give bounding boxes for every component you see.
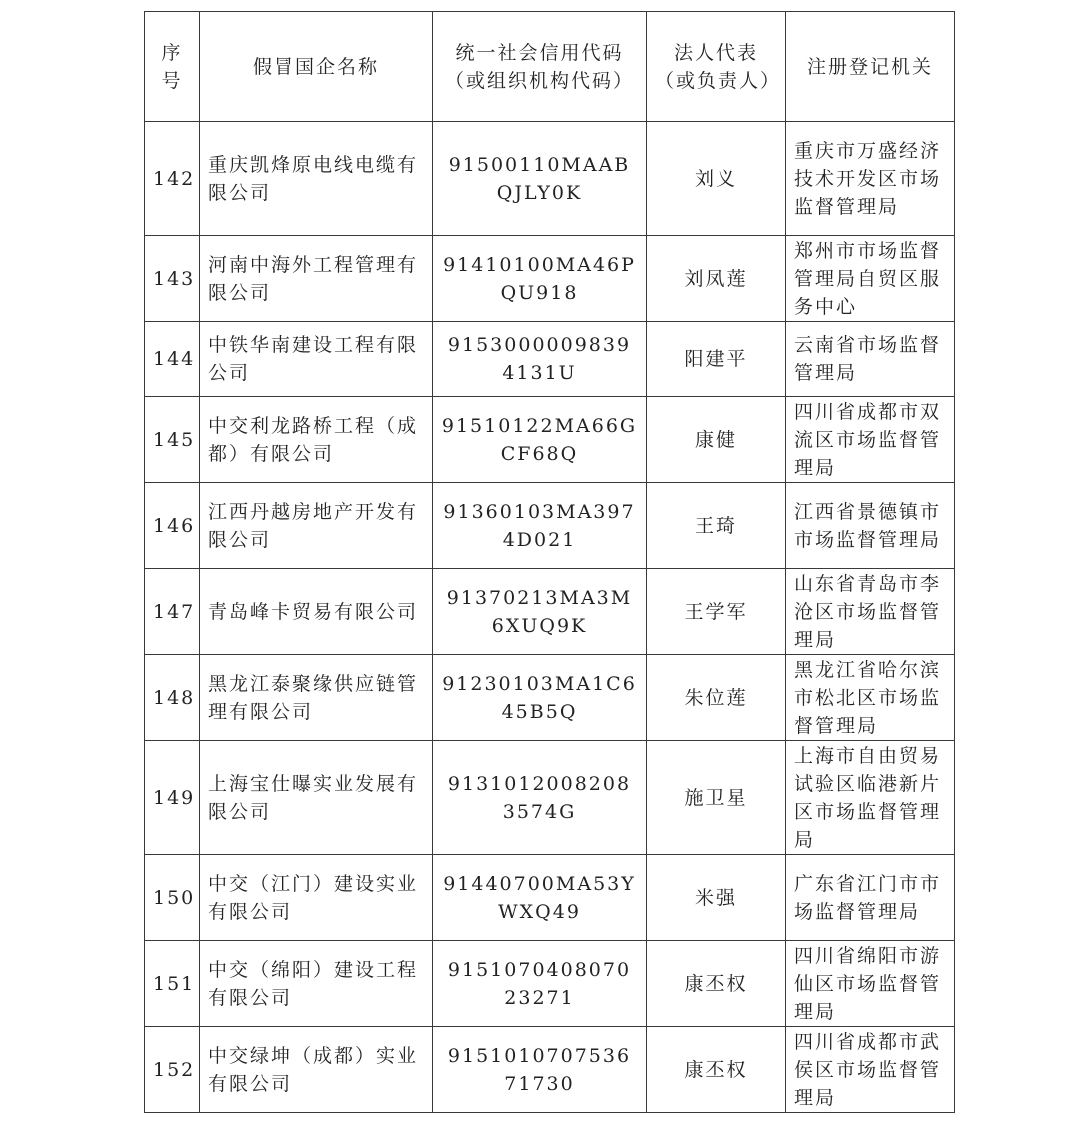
- header-row: [145, 12, 955, 122]
- cell-rep: 刘义: [647, 122, 786, 236]
- cell-code: 91310120082083574G: [433, 741, 647, 855]
- table-row: [145, 397, 955, 483]
- cell-code: 91440700MA53YWXQ49: [433, 855, 647, 941]
- cell-name: 中交（江门）建设实业有限公司: [200, 855, 433, 941]
- table-row: [145, 741, 955, 855]
- cell-authority: 四川省绵阳市游仙区市场监督管理局: [786, 941, 955, 1027]
- cell-code: 915107040807023271: [433, 941, 647, 1027]
- cell-name: 河南中海外工程管理有限公司: [200, 236, 433, 322]
- cell-authority: 云南省市场监督管理局: [786, 322, 955, 397]
- cell-rep: 刘凤莲: [647, 236, 786, 322]
- cell-name: 重庆凯烽原电线电缆有限公司: [200, 122, 433, 236]
- cell-authority: 上海市自由贸易试验区临港新片区市场监督管理局: [786, 741, 955, 855]
- cell-name: 上海宝仕曝实业发展有限公司: [200, 741, 433, 855]
- cell-authority: 黑龙江省哈尔滨市松北区市场监督管理局: [786, 655, 955, 741]
- cell-rep: 康丕权: [647, 1027, 786, 1113]
- cell-no: 152: [145, 1027, 200, 1113]
- cell-code: 915101070753671730: [433, 1027, 647, 1113]
- cell-name: 黑龙江泰聚缘供应链管理有限公司: [200, 655, 433, 741]
- fake-soe-table: [144, 11, 955, 1113]
- cell-no: 145: [145, 397, 200, 483]
- header-rep: 法人代表（或负责人）: [647, 12, 786, 122]
- cell-authority: 郑州市市场监督管理局自贸区服务中心: [786, 236, 955, 322]
- cell-name: 中交绿坤（成都）实业有限公司: [200, 1027, 433, 1113]
- cell-no: 143: [145, 236, 200, 322]
- cell-authority: 广东省江门市市场监督管理局: [786, 855, 955, 941]
- cell-authority: 四川省成都市武侯区市场监督管理局: [786, 1027, 955, 1113]
- header-code: 统一社会信用代码（或组织机构代码）: [433, 12, 647, 122]
- header-no: 序号: [145, 12, 200, 122]
- cell-code: 91500110MAABQJLY0K: [433, 122, 647, 236]
- table-row: [145, 855, 955, 941]
- cell-authority: 四川省成都市双流区市场监督管理局: [786, 397, 955, 483]
- cell-name: 中交利龙路桥工程（成都）有限公司: [200, 397, 433, 483]
- cell-no: 151: [145, 941, 200, 1027]
- table-row: [145, 236, 955, 322]
- cell-name: 江西丹越房地产开发有限公司: [200, 483, 433, 569]
- cell-no: 148: [145, 655, 200, 741]
- cell-rep: 康丕权: [647, 941, 786, 1027]
- cell-code: 91510122MA66GCF68Q: [433, 397, 647, 483]
- cell-no: 144: [145, 322, 200, 397]
- cell-no: 150: [145, 855, 200, 941]
- cell-rep: 王学军: [647, 569, 786, 655]
- table-row: [145, 1027, 955, 1113]
- cell-rep: 王琦: [647, 483, 786, 569]
- table-row: [145, 122, 955, 236]
- table-row: [145, 569, 955, 655]
- cell-authority: 山东省青岛市李沧区市场监督管理局: [786, 569, 955, 655]
- cell-no: 147: [145, 569, 200, 655]
- cell-name: 中交（绵阳）建设工程有限公司: [200, 941, 433, 1027]
- table-row: [145, 483, 955, 569]
- cell-code: 91410100MA46PQU918: [433, 236, 647, 322]
- cell-rep: 施卫星: [647, 741, 786, 855]
- cell-name: 青岛峰卡贸易有限公司: [200, 569, 433, 655]
- cell-code: 91360103MA3974D021: [433, 483, 647, 569]
- cell-no: 146: [145, 483, 200, 569]
- cell-rep: 康健: [647, 397, 786, 483]
- cell-code: 91370213MA3M6XUQ9K: [433, 569, 647, 655]
- cell-rep: 朱位莲: [647, 655, 786, 741]
- header-authority: 注册登记机关: [786, 12, 955, 122]
- table-row: [145, 655, 955, 741]
- cell-authority: 江西省景德镇市市场监督管理局: [786, 483, 955, 569]
- cell-no: 149: [145, 741, 200, 855]
- cell-code: 91530000098394131U: [433, 322, 647, 397]
- header-name: 假冒国企名称: [200, 12, 433, 122]
- cell-code: 91230103MA1C645B5Q: [433, 655, 647, 741]
- table-row: [145, 322, 955, 397]
- table-row: [145, 941, 955, 1027]
- cell-authority: 重庆市万盛经济技术开发区市场监督管理局: [786, 122, 955, 236]
- cell-rep: 米强: [647, 855, 786, 941]
- cell-rep: 阳建平: [647, 322, 786, 397]
- cell-name: 中铁华南建设工程有限公司: [200, 322, 433, 397]
- cell-no: 142: [145, 122, 200, 236]
